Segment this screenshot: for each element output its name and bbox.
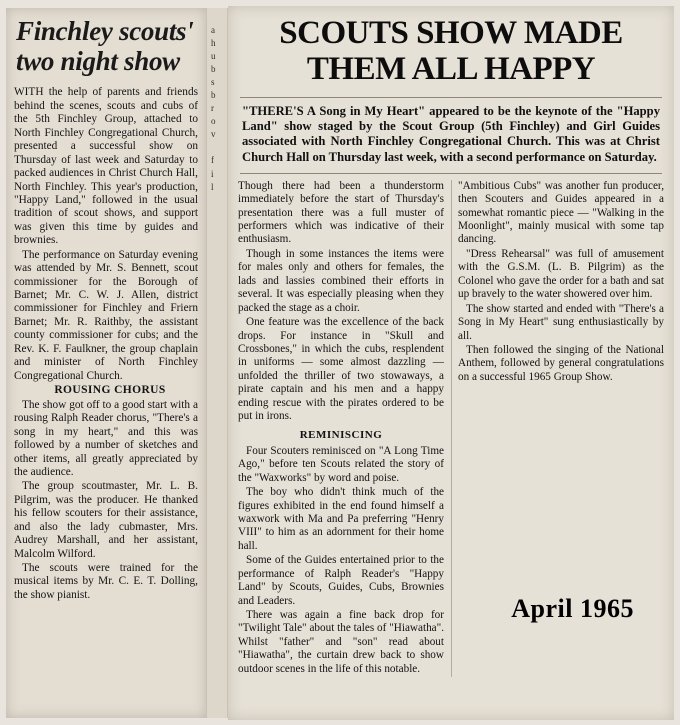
right-newspaper-clipping	[228, 6, 674, 720]
spine-char-13: l	[211, 181, 214, 192]
left-paragraph-3: The show got off to a good start with a rousing Ralph Reader chorus, "There's a song in my heart," and this was followed by a number of sketches and other items, all greatly appreciated by the audience.	[14, 398, 198, 478]
rc-left-subhead: REMINISCING	[299, 428, 383, 441]
spine-char-2: h	[211, 38, 216, 49]
rc-right-paragraph-3: The show started and ended with "There's a Song in My Heart" sung enthusiastically by all.	[458, 302, 664, 342]
rc-left-paragraph-5: The boy who didn't think much of the figures exhibited in the end found himself a waxwork with Ma and Pa preferring "Henry VIII" to him as an adornment for their home hall.	[238, 486, 444, 552]
rc-left-paragraph-7: There was again a fine back drop for "Twilight Tale" about the tales of "Hiawatha". Whilst "father" and "son" read about "Hiawatha", the curtain drew back to show outdoor scenes in the life of this notable.	[238, 609, 444, 675]
spine-vertical-text	[211, 24, 216, 194]
left-clipping-headline: Finchley scouts' two night show	[16, 16, 194, 77]
right-clipping-column-left	[238, 180, 444, 678]
clipping-spine-strip	[206, 8, 228, 718]
lead-divider	[240, 173, 662, 174]
left-paragraph-2: The performance on Saturday evening was attended by Mr. S. Bennett, scout commissioner for the Borough of Barnet; Mr. C. W. J. Allen, district commissioner for Finchley and Friern Barnet; Mr. R. Raithby, the assistant county commissioner for cubs; and the Rev. K. F. Faulkner, the group chaplain and minister of North Finchley Congregational Church.	[14, 248, 198, 382]
date-stamp: April 1965	[511, 594, 634, 623]
spine-char-12: i	[211, 168, 214, 179]
spine-char-7: r	[211, 103, 215, 114]
left-clipping-subhead: ROUSING CHORUS	[54, 384, 166, 397]
spine-char-3: u	[211, 51, 216, 62]
left-paragraph-5: The scouts were trained for the musical items by Mr. C. E. T. Dolling, the show pianist.	[14, 562, 198, 601]
spine-char-10	[211, 141, 216, 154]
right-clipping-lead-paragraph: "THERE'S A Song in My Heart" appeared to be the keynote of the "Happy Land" show staged by the Scout Group (5th Finchley) and Girl Guides associated with North Finchley Congregational Church. This was at Christ Church Hall on Thursday last week, with a second performance on Saturday.	[242, 104, 660, 164]
rc-right-paragraph-1: "Ambitious Cubs" was another fun producer, then Scouters and Guides appeared in a somewhat romantic piece — "Walking in the Moonlight", mainly musical with some tap dancing.	[458, 179, 664, 246]
spine-char-11: f	[211, 155, 215, 166]
spine-char-1: a	[211, 25, 216, 35]
rc-left-paragraph-1: Though there had been a thunderstorm immediately before the start of Thursday's presentation there was a full muster of performers which was indicative of their enthusiasm.	[238, 179, 444, 246]
rc-left-paragraph-3: One feature was the excellence of the back drops. For instance in "Skull and Crossbones," in which the cubs, resplendent in uniforms — some almost dazzling — unfolded the thriller of two stowaways, a pirate captain and his men and a happy ending rescue with the pirates ordered to be put in irons.	[238, 316, 444, 423]
rc-left-paragraph-4: Four Scouters reminisced on "A Long Time Ago," before ten Scouts related the story of the "Waxworks" by word and poise.	[238, 444, 444, 484]
spine-char-6: b	[211, 90, 216, 101]
spine-char-9: v	[211, 129, 216, 140]
spine-char-5: s	[211, 77, 215, 88]
left-paragraph-4: The group scoutmaster, Mr. L. B. Pilgrim, was the producer. He thanked his fellow scouters for their assistance, and also the lady cubmaster, Mrs. Audrey Marshall, and her assistant, Malcolm Wilford.	[14, 480, 198, 560]
right-clipping-headline: SCOUTS SHOW MADE THEM ALL HAPPY	[279, 15, 623, 87]
spine-char-8: o	[211, 116, 216, 127]
left-newspaper-clipping	[6, 8, 206, 718]
rc-left-paragraph-2: Though in some instances the items were for males only and others for females, the lads and lassies combined their efforts in several. It was especially pleasing when they packed the stage as a choir.	[238, 247, 444, 314]
spine-char-4: b	[211, 64, 216, 75]
rc-right-paragraph-4: Then followed the singing of the National Anthem, followed by general congratulations on a successful 1965 Group Show.	[458, 343, 664, 383]
rc-left-paragraph-6: Some of the Guides entertained prior to the performance of Ralph Reader's "Happy Land" by Scouts, Guides, Cubs, Brownies and Leaders.	[238, 554, 444, 607]
rc-right-paragraph-2: "Dress Rehearsal" was full of amusement with the G.S.M. (L. B. Pilgrim) as the Colonel who gave the order for a bath and sat up bravely to the water showered over him.	[458, 247, 664, 301]
left-paragraph-1: WITH the help of parents and friends behind the scenes, scouts and cubs of the 5th Finchley Group, attached to North Finchley Congregational Church, presented a successful show on Thursday of last week and Saturday to packed audiences in Christ Church Hall, North Finchley. This year's production, "Happy Land," followed in the usual tradition of scout shows, and support was given this time by guides and brownies.	[14, 86, 198, 247]
headline-divider	[240, 97, 662, 98]
left-clipping-body	[14, 86, 198, 602]
